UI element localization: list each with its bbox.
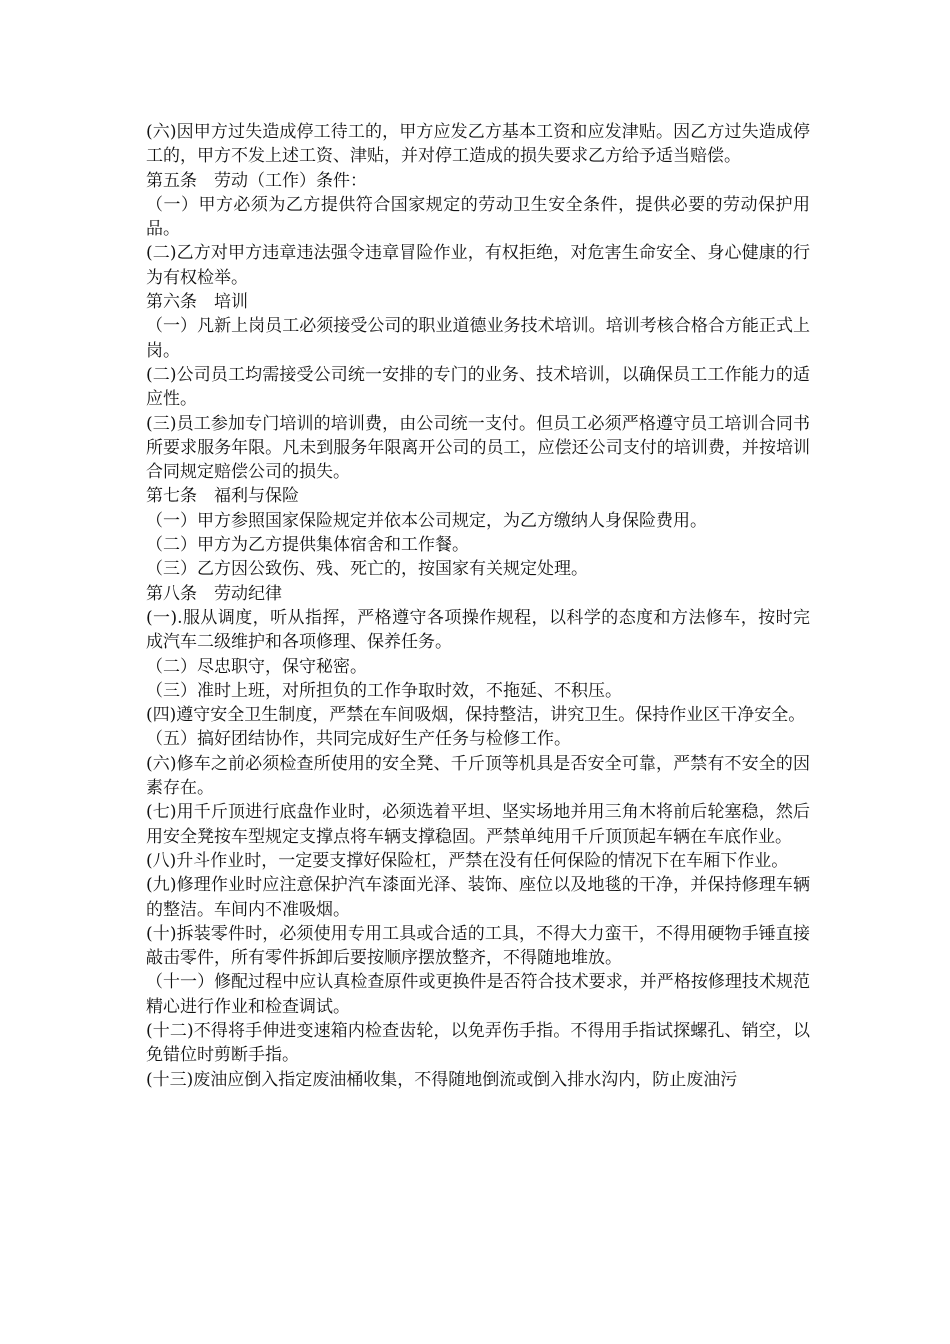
article-5-heading: 第五条 劳动（工作）条件： [146, 170, 367, 191]
article-8-item-11: （十一）修配过程中应认真检查原件或更换件是否符合技术要求，并严格按修理技术规范精心进行作业和检查调试。 [146, 972, 810, 1017]
article-8-item-10: (十)拆装零件时，必须使用专用工具或合适的工具，不得大力蛮干，不得用硬物手锤直接敲击零件，所有零件拆卸后要按顺序摆放整齐，不得随地堆放。 [146, 923, 810, 969]
article-8-item-7: (七)用千斤顶进行底盘作业时，必须选着平坦、坚实场地并用三角木将前后轮塞稳，然后用安全凳按车型规定支撑点将车辆支撑稳固。严禁单纯用千斤顶顶起车辆在车底作业。 [146, 802, 810, 847]
article-8-item-3: （三）准时上班，对所担负的工作争取时效，不拖延、不积压。 [146, 680, 622, 701]
article-7-item-2: （二）甲方为乙方提供集体宿舍和工作餐。 [146, 535, 469, 556]
article-8-item-13: (十三)废油应倒入指定废油桶收集，不得随地倒流或倒入排水沟内，防止废油污 [146, 1069, 738, 1090]
article-7-heading: 第七条 福利与保险 [146, 486, 299, 507]
article-8-item-4: (四)遵守安全卫生制度，严禁在车间吸烟，保持整洁，讲究卫生。保持作业区干净安全。 [146, 705, 806, 726]
article-7-item-1: （一）甲方参照国家保险规定并依本公司规定，为乙方缴纳人身保险费用。 [146, 510, 707, 531]
item-6-work-stoppage: (六)因甲方过失造成停工待工的，甲方应发乙方基本工资和应发津贴。因乙方过失造成停工的，甲方不发上述工资、津贴，并对停工造成的损失要求乙方给予适当赔偿。 [146, 122, 810, 167]
article-5-item-1: （一）甲方必须为乙方提供符合国家规定的劳动卫生安全条件，提供必要的劳动保护用品。 [146, 194, 810, 240]
article-8-item-8: (八)升斗作业时，一定要支撑好保险杠，严禁在没有任何保险的情况下在车厢下作业。 [146, 850, 789, 871]
article-8-item-2: （二）尽忠职守，保守秘密。 [146, 656, 367, 677]
article-8-heading: 第八条 劳动纪律 [146, 583, 282, 604]
article-8-item-12: (十二)不得将手伸进变速箱内检查齿轮，以免弄伤手指。不得用手指试探螺孔、销空，以免错位时剪断手指。 [146, 1020, 810, 1066]
article-5-item-2: (二)乙方对甲方违章违法强令违章冒险作业，有权拒绝，对危害生命安全、身心健康的行为有权检举。 [146, 243, 810, 288]
article-6-item-3: (三)员工参加专门培训的培训费，由公司统一支付。但员工必须严格遵守员工培训合同书所要求服务年限。凡未到服务年限离开公司的员工，应偿还公司支付的培训费，并按培训合同规定赔偿公司的损失。 [146, 413, 810, 483]
article-8-item-1: (一).服从调度，听从指挥，严格遵守各项操作规程，以科学的态度和方法修车，按时完成汽车二级维护和各项修理、保养任务。 [146, 607, 810, 653]
article-8-item-9: (九)修理作业时应注意保护汽车漆面光泽、装饰、座位以及地毯的干净，并保持修理车辆的整洁。车间内不准吸烟。 [146, 875, 810, 920]
article-8-item-6: (六)修车之前必须检查所使用的安全凳、千斤顶等机具是否安全可靠，严禁有不安全的因素存在。 [146, 753, 810, 799]
document-body [146, 120, 810, 1092]
article-8-item-5: （五）搞好团结协作，共同完成好生产任务与检修工作。 [146, 729, 571, 750]
article-7-item-3: （三）乙方因公致伤、残、死亡的，按国家有关规定处理。 [146, 559, 588, 580]
article-6-heading: 第六条 培训 [146, 292, 248, 313]
article-6-item-1: （一）凡新上岗员工必须接受公司的职业道德业务技术培训。培训考核合格合方能正式上岗。 [146, 316, 810, 361]
article-6-item-2: (二)公司员工均需接受公司统一安排的专门的业务、技术培训，以确保员工工作能力的适应性。 [146, 364, 810, 410]
